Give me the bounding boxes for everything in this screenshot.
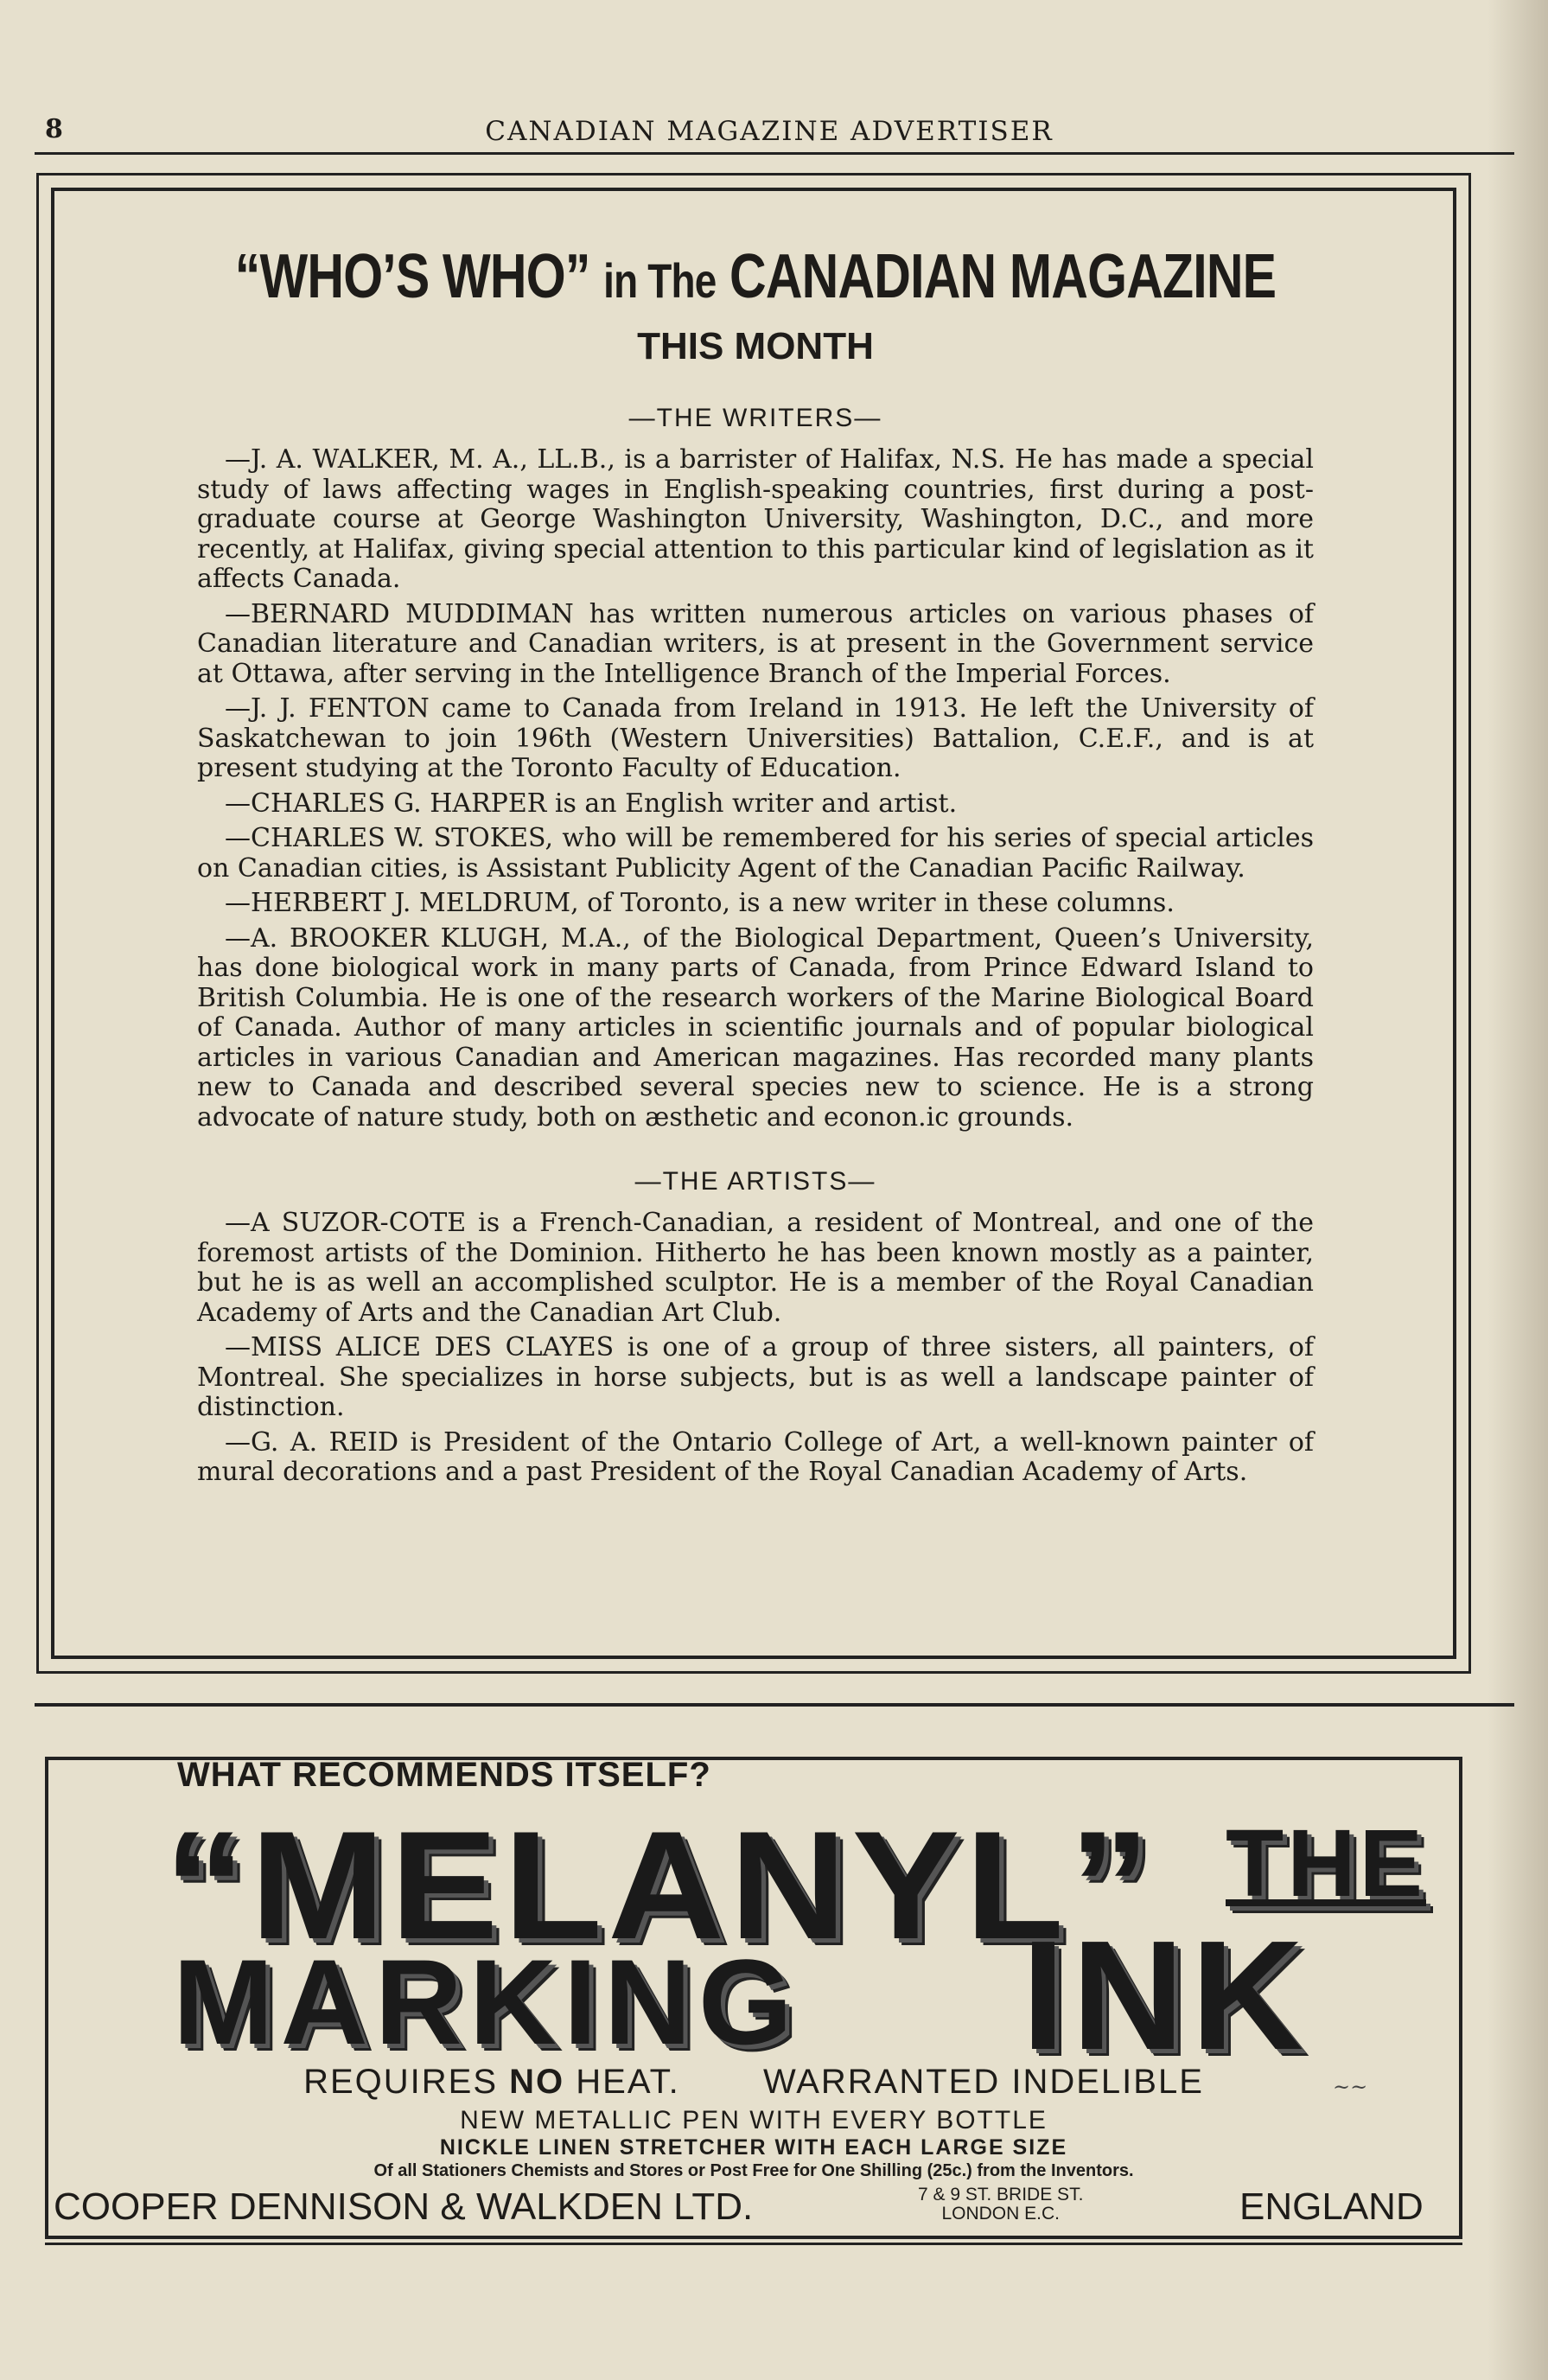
ad-no: NO <box>509 2063 565 2101</box>
ad-ink: INK <box>1022 1909 1310 2083</box>
page-number: 8 <box>45 114 63 144</box>
writer-entry: —J. J. FENTON came to Canada from Ireland in 1913. He left the University of Saskatchewan to join 196th (Western Universities) Battalion, C.E.F., and is at present studying at the Toronto Faculty of Education. <box>197 693 1314 783</box>
advertisement-top-rule <box>35 1703 1514 1707</box>
ad-nickle-line: NICKLE LINEN STRETCHER WITH EACH LARGE SIZE <box>439 2135 1068 2160</box>
whos-who-title <box>213 242 1298 316</box>
ad-the: THE <box>1226 1810 1426 1917</box>
ad-country: ENGLAND <box>1239 2185 1424 2228</box>
artist-entry: —MISS ALICE DES CLAYES is one of a group of three sisters, all painters, of Montreal. She specializes in horse subjects, but is as well a landscape painter of distinction. <box>197 1332 1314 1422</box>
whos-who-subtitle: THIS MONTH <box>637 325 874 367</box>
writers-heading: —THE WRITERS— <box>628 404 882 432</box>
writer-entry: —J. A. WALKER, M. A., LL.B., is a barrister of Halifax, N.S. He has made a special study of laws affecting wages in English-speaking countries, first during a post-graduate course at George Washington University, Washington, D.C., and more recently, at Halifax, giving special attention to this particular kind of legislation as it affects Canada. <box>197 444 1314 594</box>
title-part-b: CANADIAN MAGAZINE <box>729 242 1277 311</box>
writer-entry: —A. BROOKER KLUGH, M.A., of the Biological Department, Queen’s University, has done biological work in many parts of Canada, from Prince Edward Island to British Columbia. He is one of the research workers of the Marine Biological Board of Canada. Author of many articles in scientific journals and of popular biological articles in various Canadian and American magazines. Has recorded many plants new to Canada and described several species new to science. He is a strong advocate of nature study, both on æsthetic and econon.ic grounds. <box>197 922 1314 1133</box>
page-edge-shadow <box>1487 0 1548 2380</box>
artist-entry: —A SUZOR-COTE is a French-Canadian, a resident of Montreal, and one of the foremost artists of the Dominion. Hitherto he has been known mostly as a painter, but he is as well an accomplished sculptor. He is a member of the Royal Canadian Academy of Arts and the Canadian Art Club. <box>197 1208 1314 1328</box>
ad-heat-line <box>45 2063 1462 2102</box>
flourish-ornament: ~~ <box>1333 2075 1368 2099</box>
artists-heading: —THE ARTISTS— <box>634 1167 876 1196</box>
title-part-in: in The <box>603 253 717 308</box>
writer-entry: —HERBERT J. MELDRUM, of Toronto, is a new writer in these columns. <box>225 888 1175 918</box>
advertisement-bottom-rule <box>45 2243 1462 2245</box>
running-title: CANADIAN MAGAZINE ADVERTISER <box>485 116 1054 147</box>
title-part-a: “WHO’S WHO” <box>234 242 590 311</box>
ad-maker-line <box>54 2185 1454 2229</box>
ad-address-top: 7 & 9 ST. BRIDE ST. <box>918 2185 1084 2205</box>
ad-address <box>918 2185 1083 2224</box>
writer-entry: —BERNARD MUDDIMAN has written numerous articles on various phases of Canadian literature and Canadian writers, is at present in the Government service at Ottawa, after serving in the Intelligence Branch of the Imperial Forces. <box>197 598 1314 689</box>
ad-kicker: WHAT RECOMMENDS ITSELF? <box>177 1756 711 1794</box>
header-rule <box>35 152 1514 155</box>
ad-heat: HEAT. <box>576 2063 680 2101</box>
ad-brand-name: “MELANYL” <box>164 1799 1156 1971</box>
ad-marking: MARKING <box>173 1934 799 2070</box>
ad-pen-line: NEW METALLIC PEN WITH EVERY BOTTLE <box>460 2106 1048 2134</box>
writer-entry: —CHARLES G. HARPER is an English writer and artist. <box>225 788 958 819</box>
writer-entry: —CHARLES W. STOKES, who will be remembered for his series of special articles on Canadian cities, is Assistant Publicity Agent of the Canadian Pacific Railway. <box>197 823 1314 884</box>
ad-address-bottom: LONDON E.C. <box>941 2204 1060 2224</box>
whos-who-content <box>197 216 1314 1493</box>
running-header <box>35 114 1504 149</box>
ad-warranted: WARRANTED INDELIBLE <box>762 2063 1204 2101</box>
ad-maker: COOPER DENNISON & WALKDEN LTD. <box>54 2185 754 2228</box>
ad-requires: REQUIRES <box>303 2063 499 2101</box>
artist-entry: —G. A. REID is President of the Ontario College of Art, a well-known painter of mural decorations and a past President of the Royal Canadian Academy of Arts. <box>197 1426 1314 1487</box>
ad-stationers-line: Of all Stationers Chemists and Stores or Post Free for One Shilling (25c.) from the Inventors. <box>373 2161 1134 2180</box>
